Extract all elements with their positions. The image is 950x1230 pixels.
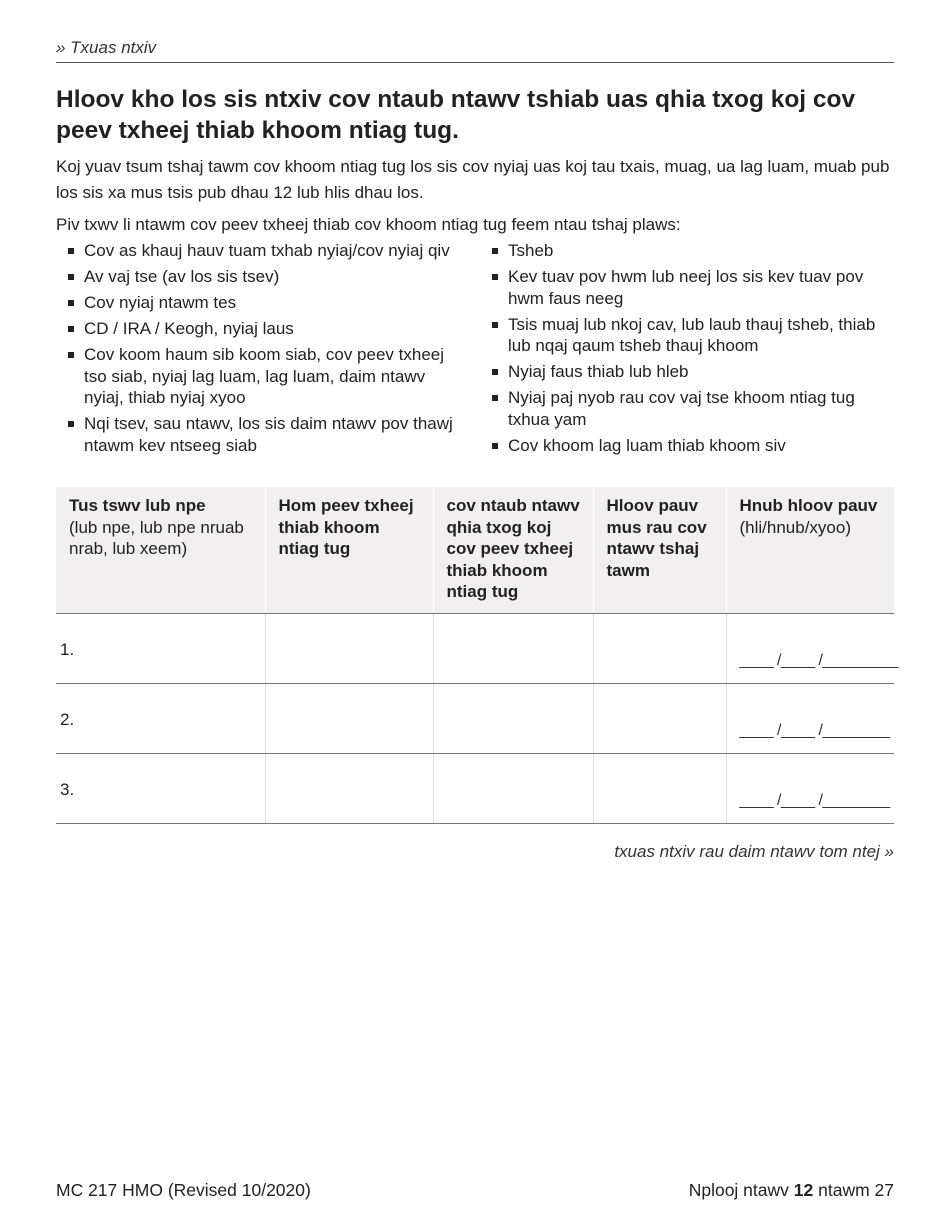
bullet-icon	[68, 300, 74, 306]
form-id: MC 217 HMO (Revised 10/2020)	[56, 1180, 311, 1200]
owner-name-header-note: (lub npe, lub npe nruab nrab, lub xeem)	[69, 517, 244, 558]
change-date-cell[interactable]	[726, 753, 894, 823]
table-row	[56, 753, 894, 823]
owner-name-header	[56, 487, 265, 613]
change-date-header	[726, 487, 894, 613]
date-blank: ____ /____ /________	[739, 721, 890, 739]
bullet-icon	[492, 369, 498, 375]
section-heading: Hloov kho los sis ntxiv cov ntaub ntawv tshiab uas qhia txog koj cov peev txheej thiab khoom ntiag tug.	[56, 86, 856, 144]
list-item-text: Tsis muaj lub nkoj cav, lub laub thauj tsheb, thiab lub nqaj qaum tsheb thauj khoom	[508, 314, 876, 355]
intro-paragraph: Koj yuav tsum tshaj tawm cov khoom ntiag tug los sis cov nyiaj uas koj tau txais, muag, ua lag luam, muab pub los sis xa mus tsis pub dhau 12 lub hlis dhau los.	[56, 157, 890, 202]
examples-list-left	[68, 240, 458, 461]
bullet-icon	[492, 248, 498, 254]
list-item-text: Cov koom haum sib koom siab, cov peev txheej tso siab, nyiaj lag luam, lag luam, daim ntawv nyiaj, thiab nyiaj xyoo	[84, 345, 445, 407]
owner-name-cell[interactable]	[56, 613, 265, 683]
row-number: 3.	[60, 779, 75, 799]
examples-lead: Piv txwv li ntawm cov peev txheej thiab cov khoom ntiag tug feem ntau tshaj plaws:	[56, 215, 681, 234]
list-item	[68, 240, 458, 262]
change-date-header-note: (hli/hnub/xyoo)	[739, 517, 852, 537]
change-header-label: Hloov pauv mus rau cov ntawv tshaj tawm	[606, 496, 707, 580]
table-row	[56, 683, 894, 753]
asset-changes-table	[56, 487, 899, 824]
bullet-icon	[68, 421, 74, 427]
list-item	[68, 318, 458, 340]
asset-info-header	[433, 487, 593, 613]
bullet-icon	[492, 443, 498, 449]
change-date-header-label: Hnub hloov pauv	[739, 496, 878, 515]
bullet-icon	[68, 274, 74, 280]
asset-type-header-label: Hom peev txheej thiab khoom ntiag tug	[278, 496, 414, 558]
list-item	[68, 266, 458, 288]
change-cell[interactable]	[593, 683, 726, 753]
asset-info-cell[interactable]	[433, 613, 593, 683]
continued-label: » Txuas ntxiv	[56, 38, 157, 57]
header-divider	[56, 62, 894, 63]
list-item-text: Cov nyiaj ntawm tes	[84, 293, 237, 312]
asset-info-cell[interactable]	[433, 683, 593, 753]
list-item-text: Tsheb	[508, 241, 554, 260]
asset-type-cell[interactable]	[265, 753, 433, 823]
list-item-text: Kev tuav pov hwm lub neej los sis kev tuav pov hwm faus neeg	[508, 267, 864, 308]
list-item-text: CD / IRA / Keogh, nyiaj laus	[84, 319, 294, 338]
list-item	[68, 344, 458, 409]
page-current: 12	[793, 1180, 814, 1200]
list-item	[492, 314, 894, 357]
row-number: 1.	[60, 639, 75, 659]
change-cell[interactable]	[593, 753, 726, 823]
asset-type-cell[interactable]	[265, 613, 433, 683]
list-item	[492, 435, 894, 457]
change-date-cell[interactable]	[726, 683, 894, 753]
date-blank: ____ /____ /_________	[739, 651, 899, 669]
asset-info-cell[interactable]	[433, 753, 593, 823]
list-item-text: Nqi tsev, sau ntawv, los sis daim ntawv pov thawj ntawm kev ntseeg siab	[84, 414, 453, 455]
bullet-icon	[68, 326, 74, 332]
page-prefix: Nplooj ntawv	[688, 1180, 789, 1200]
asset-info-header-label: cov ntaub ntawv qhia txog koj cov peev txheej thiab khoom ntiag tug	[446, 496, 580, 601]
list-item	[492, 266, 894, 309]
table-header-row	[56, 487, 894, 613]
page-number	[689, 1180, 894, 1201]
continue-next-label: txuas ntxiv rau daim ntawv tom ntej »	[614, 842, 894, 861]
list-item	[492, 361, 894, 383]
date-blank: ____ /____ /________	[739, 791, 890, 809]
list-item-text: Cov as khauj hauv tuam txhab nyiaj/cov nyiaj qiv	[84, 241, 450, 260]
bullet-icon	[68, 248, 74, 254]
asset-type-cell[interactable]	[265, 683, 433, 753]
bullet-icon	[492, 322, 498, 328]
list-item	[492, 240, 894, 262]
bullet-icon	[68, 352, 74, 358]
bullet-icon	[492, 274, 498, 280]
owner-name-cell[interactable]	[56, 683, 265, 753]
change-date-cell[interactable]	[726, 613, 899, 683]
row-number: 2.	[60, 709, 75, 729]
change-header	[593, 487, 726, 613]
owner-name-cell[interactable]	[56, 753, 265, 823]
table-row	[56, 613, 894, 683]
list-item-text: Cov khoom lag luam thiab khoom siv	[508, 435, 786, 455]
list-item	[68, 413, 458, 456]
change-cell[interactable]	[593, 613, 726, 683]
page-suffix: ntawm 27	[818, 1180, 894, 1200]
list-item	[492, 387, 894, 430]
bullet-icon	[492, 395, 498, 401]
list-item-text: Nyiaj faus thiab lub hleb	[508, 362, 689, 381]
examples-list-right	[492, 240, 894, 461]
list-item-text: Nyiaj paj nyob rau cov vaj tse khoom ntiag tug txhua yam	[508, 388, 855, 429]
list-item-text: Av vaj tse (av los sis tsev)	[84, 267, 280, 286]
owner-name-header-label: Tus tswv lub npe	[69, 496, 206, 515]
list-item	[68, 292, 458, 314]
asset-type-header	[265, 487, 433, 613]
